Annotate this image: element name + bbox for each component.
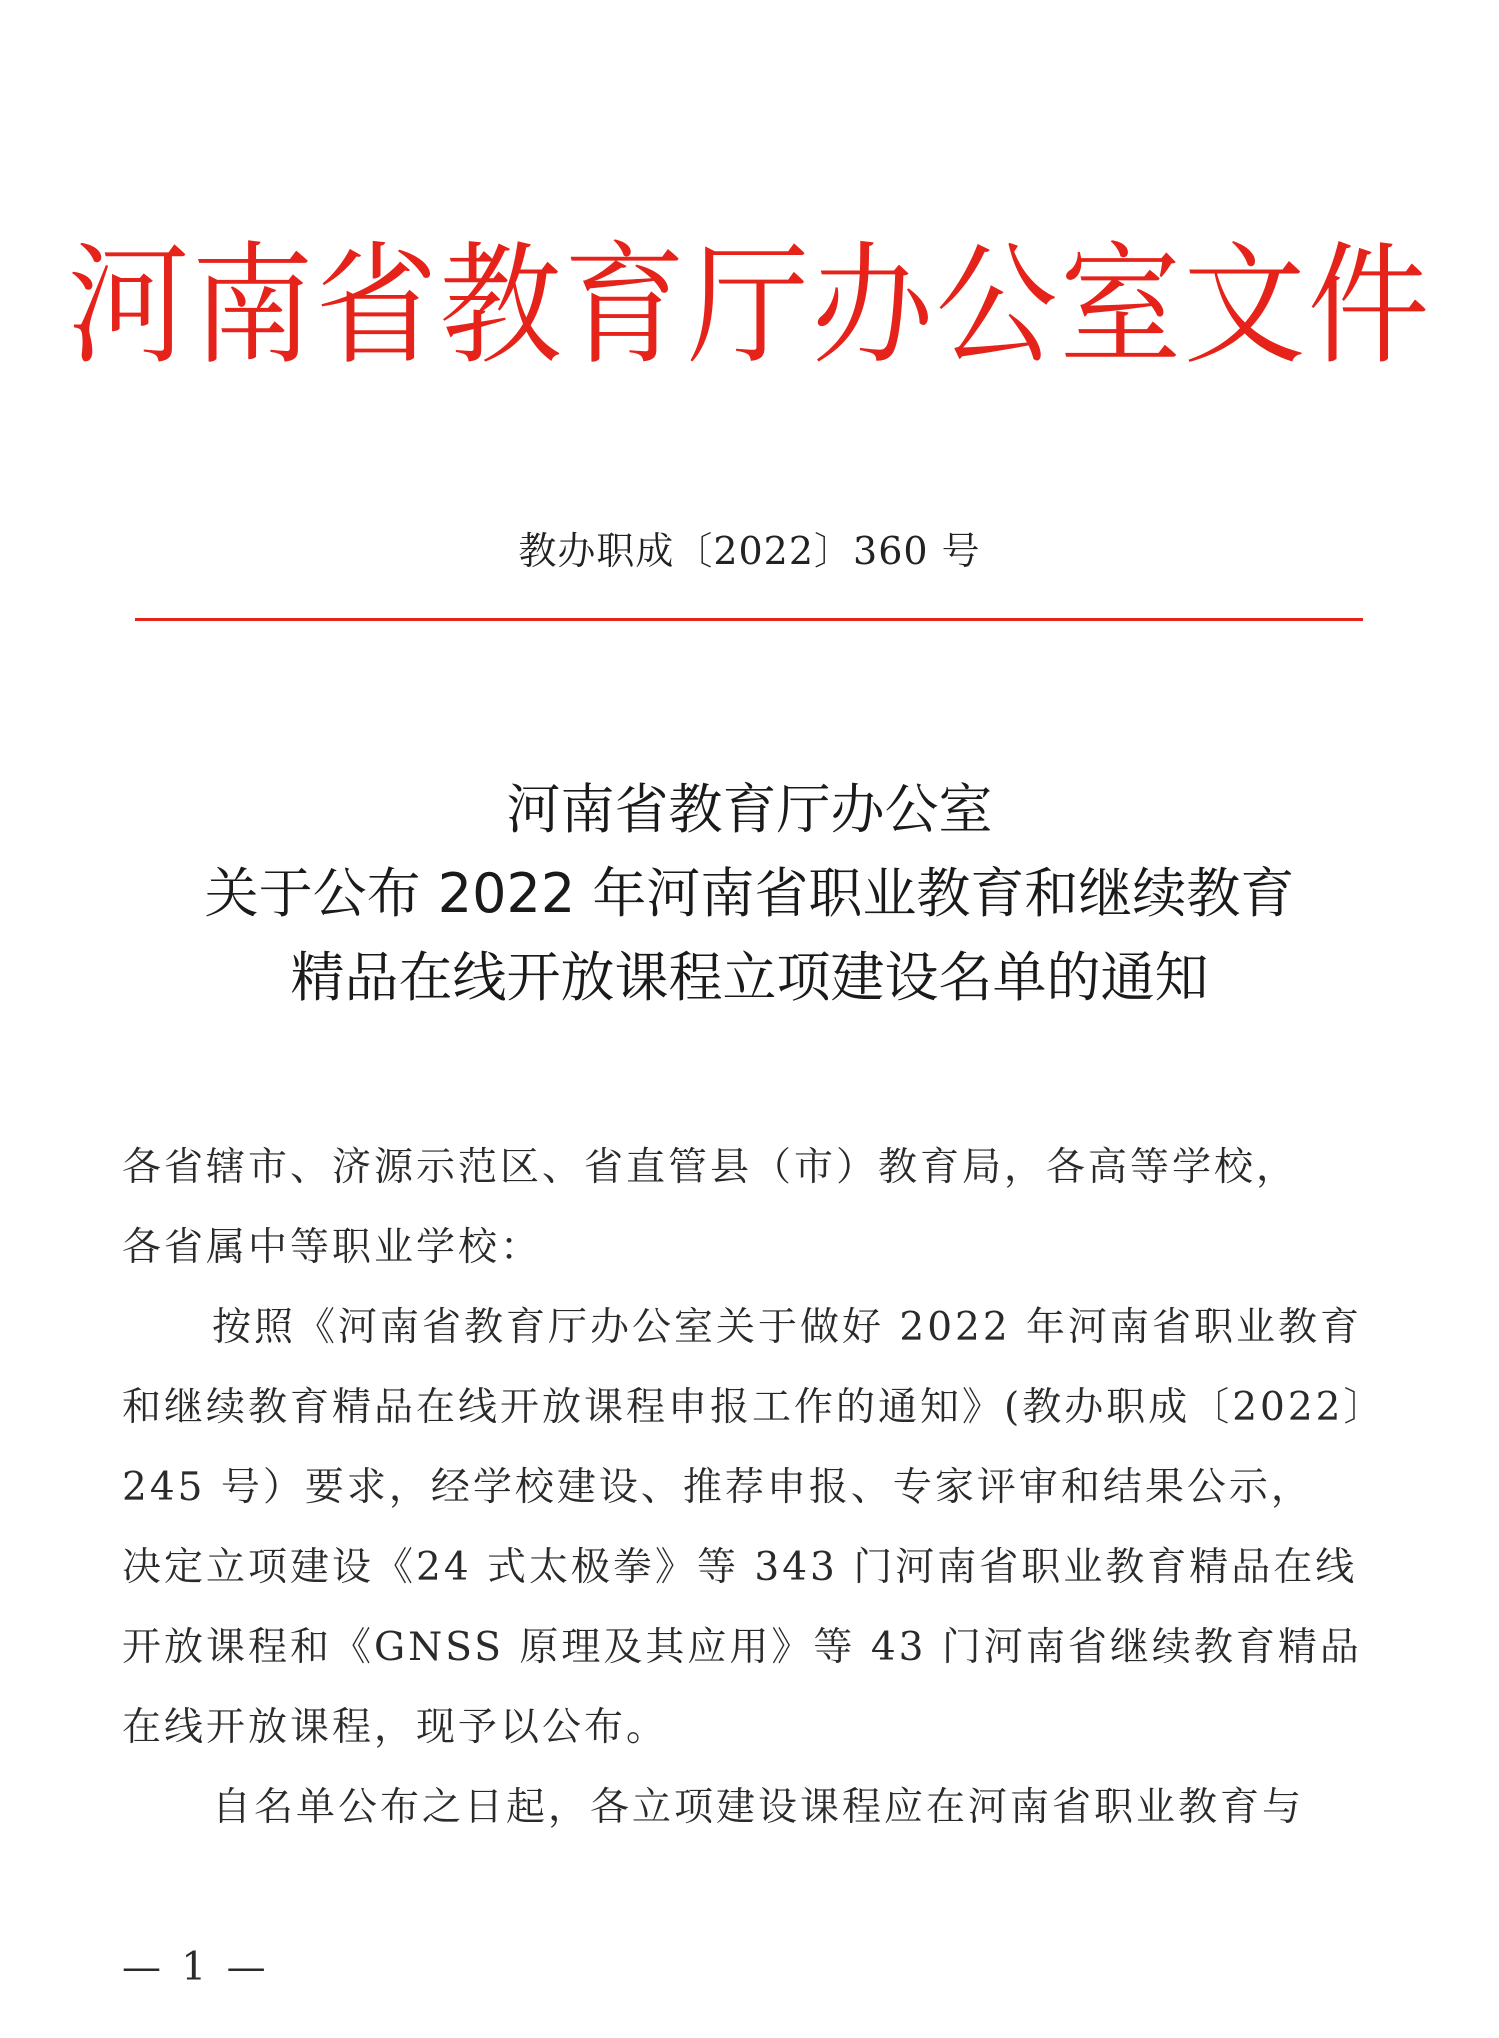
masthead-title: 河南省教育厅办公室文件: [67, 229, 1432, 383]
paragraph-1-line-2: 和继续教育精品在线开放课程申报工作的通知》(教办职成〔2022〕: [122, 1385, 1386, 1430]
notice-title: [0, 768, 1499, 1020]
notice-body: [122, 1128, 1386, 1848]
document-number: 教办职成〔2022〕360 号: [518, 529, 981, 573]
paragraph-1-line-3: 245 号）要求，经学校建设、推荐申报、专家评审和结果公示，: [122, 1465, 1313, 1510]
title-line-1: 河南省教育厅办公室: [506, 778, 993, 841]
title-line-3: 精品在线开放课程立项建设名单的通知: [290, 946, 1209, 1009]
page-number: — 1 —: [122, 1945, 270, 1990]
paragraph-1-line-5: 开放课程和《GNSS 原理及其应用》等 43 门河南省继续教育精品: [122, 1625, 1362, 1670]
addressee-line-1: 各省辖市、济源示范区、省直管县（市）教育局，各高等学校，: [122, 1145, 1299, 1190]
paragraph-1-line-1: 按照《河南省教育厅办公室关于做好 2022 年河南省职业教育: [212, 1305, 1363, 1350]
red-divider-line: [135, 618, 1363, 621]
addressee-line-2: 各省属中等职业学校：: [122, 1225, 543, 1270]
paragraph-1-line-6: 在线开放课程，现予以公布。: [122, 1705, 669, 1750]
title-line-2: 关于公布 2022 年河南省职业教育和继续教育: [204, 862, 1295, 925]
paragraph-2-line-1: 自名单公布之日起，各立项建设课程应在河南省职业教育与: [212, 1785, 1305, 1830]
paragraph-1-line-4: 决定立项建设《24 式太极拳》等 343 门河南省职业教育精品在线: [122, 1545, 1358, 1590]
